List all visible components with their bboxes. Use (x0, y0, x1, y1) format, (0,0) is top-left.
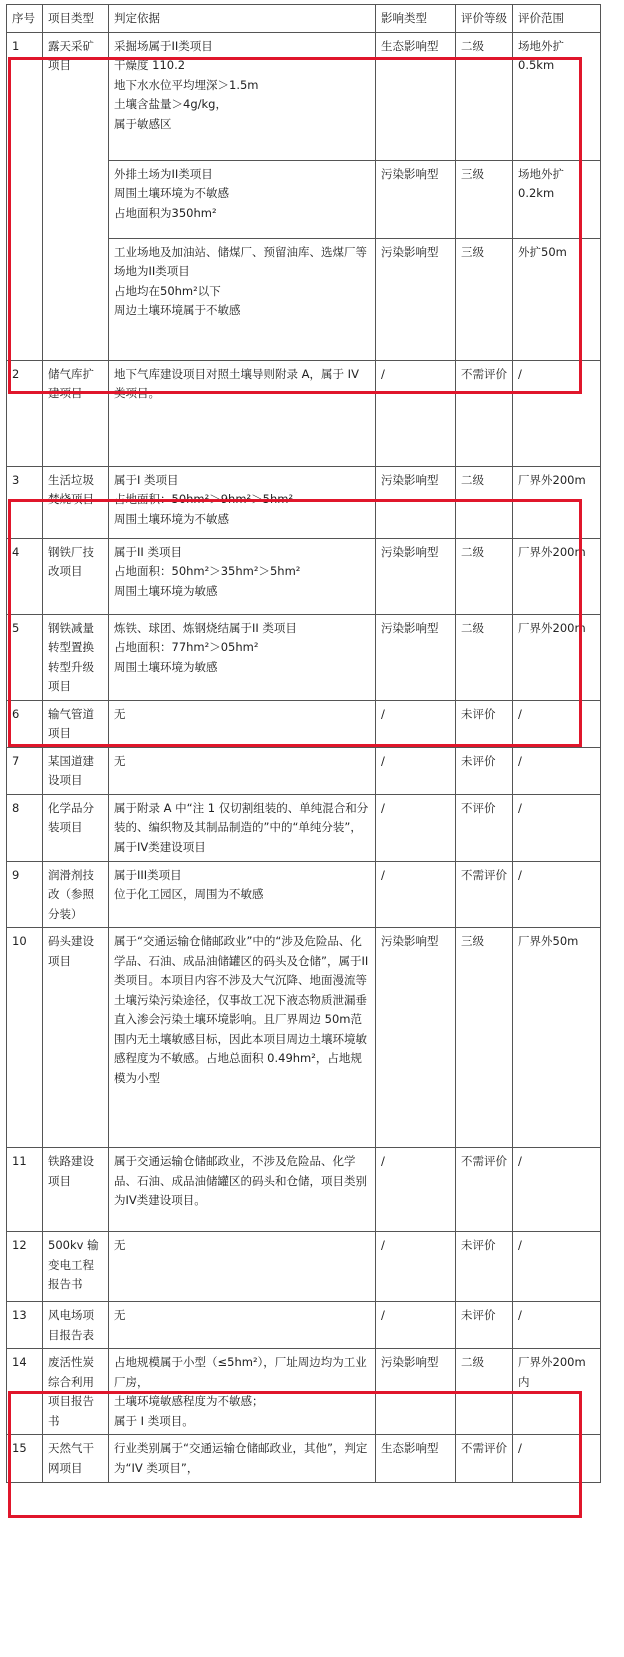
header-range: 评价范围 (513, 5, 601, 33)
basis-line: 属于交通运输仓储邮政业，不涉及危险品、化学品、石油、成品油储罐区的码头和仓储，项目类别为IV类建设项目。 (114, 1154, 367, 1208)
judgement-basis (109, 1349, 376, 1435)
assessment-level: 二级 (456, 614, 513, 700)
table-row (7, 32, 601, 160)
basis-line: 无 (114, 1308, 126, 1323)
table-row (7, 1148, 601, 1232)
basis-line: 占地规模属于小型（≤5hm²），厂址周边均为工业厂房， (114, 1355, 367, 1389)
judgement-basis (109, 794, 376, 861)
assessment-level: 不需评价 (456, 360, 513, 466)
project-type: 生活垃圾焚烧项目 (43, 466, 109, 538)
basis-line: 行业类别属于“交通运输仓储邮政业，其他”，判定为“IV 类项目”， (114, 1441, 368, 1476)
row-number: 11 (7, 1148, 43, 1232)
basis-line: 采掘场属于II类项目 (114, 38, 213, 53)
table-row (7, 1302, 601, 1349)
assessment-level: 不需评价 (456, 1148, 513, 1232)
judgement-basis (109, 238, 376, 360)
judgement-basis (109, 32, 376, 160)
assessment-level: 二级 (456, 466, 513, 538)
basis-line: 周围土壤环境为敏感 (114, 583, 218, 598)
basis-line: 无 (114, 706, 126, 721)
impact-type: 污染影响型 (376, 238, 456, 360)
basis-line: 属于附录 A 中“注 1 仅切割组装的、单纯混合和分装的、编织物及其制品制造的”中的“单纯分装”，属于IV类建设项目 (114, 800, 369, 855)
assessment-range: 厂界外200m (513, 466, 601, 538)
project-type: 钢铁减量转型置换转型升级项目 (43, 614, 109, 700)
row-number: 14 (7, 1349, 43, 1435)
judgement-basis (109, 928, 376, 1148)
judgement-basis (109, 1302, 376, 1349)
row-number: 5 (7, 614, 43, 700)
assessment-level: 三级 (456, 160, 513, 238)
assessment-range: / (513, 360, 601, 466)
header-basis: 判定依据 (109, 5, 376, 33)
basis-line: 炼铁、球团、炼钢烧结属于II 类项目 (114, 620, 297, 635)
assessment-level: 三级 (456, 238, 513, 360)
row-number: 7 (7, 747, 43, 794)
assessment-level: 未评价 (456, 747, 513, 794)
basis-line: 属于II 类项目 (114, 544, 182, 559)
basis-line: 无 (114, 753, 126, 768)
judgement-basis (109, 538, 376, 614)
row-number: 10 (7, 928, 43, 1148)
row-number: 15 (7, 1435, 43, 1482)
table-row (7, 1349, 601, 1435)
row-number: 9 (7, 861, 43, 928)
header-no: 序号 (7, 5, 43, 33)
assessment-range: / (513, 1232, 601, 1302)
project-type: 储气库扩建项目 (43, 360, 109, 466)
assessment-range: / (513, 794, 601, 861)
basis-line: 干燥度 110.2 (114, 58, 186, 73)
assessment-range: / (513, 700, 601, 747)
impact-type: / (376, 861, 456, 928)
assessment-range: 厂界外200m (513, 538, 601, 614)
table-row (7, 794, 601, 861)
assessment-range: 厂界外200m内 (513, 1349, 601, 1435)
assessment-level: 未评价 (456, 1302, 513, 1349)
basis-line: 地下气库建设项目对照土壤导则附录 A，属于 IV 类项目。 (114, 366, 359, 401)
assessment-range: 厂界外50m (513, 928, 601, 1148)
row-number: 13 (7, 1302, 43, 1349)
project-type: 钢铁厂技改项目 (43, 538, 109, 614)
basis-line: 属于I 类项目 (114, 472, 179, 487)
basis-line: 占地面积：77hm²＞05hm² (114, 640, 259, 655)
basis-line: 占地面积：50hm²＞35hm²＞5hm² (114, 564, 301, 579)
row-number: 4 (7, 538, 43, 614)
row-number: 12 (7, 1232, 43, 1302)
assessment-range: 厂界外200m (513, 614, 601, 700)
impact-type: / (376, 1302, 456, 1349)
assessment-level: 未评价 (456, 700, 513, 747)
basis-line: 土壤环境敏感程度为不敏感； (114, 1394, 264, 1409)
project-type: 化学品分装项目 (43, 794, 109, 861)
assessment-range: 外扩50m (513, 238, 601, 360)
impact-type: / (376, 1232, 456, 1302)
assessment-range: / (513, 1302, 601, 1349)
project-type: 润滑剂技改（参照分装） (43, 861, 109, 928)
table-row (7, 747, 601, 794)
basis-line: 占地面积：50hm²＞9hm²＞5hm² (114, 492, 294, 507)
basis-line: 周边土壤环境属于不敏感 (114, 303, 241, 318)
basis-line: 属于III类项目 (114, 867, 182, 882)
basis-line: 土壤含盐量＞4g/kg， (114, 97, 227, 112)
table-row (7, 360, 601, 466)
judgement-basis (109, 360, 376, 466)
row-number: 3 (7, 466, 43, 538)
impact-type: 污染影响型 (376, 614, 456, 700)
table-row (7, 861, 601, 928)
basis-line: 占地均在50hm²以下 (114, 283, 221, 298)
assessment-level: 二级 (456, 1349, 513, 1435)
judgement-basis (109, 861, 376, 928)
basis-line: 周围土壤环境为不敏感 (114, 186, 229, 201)
impact-type: / (376, 794, 456, 861)
assessment-level: 二级 (456, 32, 513, 160)
row-number: 8 (7, 794, 43, 861)
table-body (7, 32, 601, 1482)
judgement-basis (109, 700, 376, 747)
project-type: 500kv 输变电工程报告书 (43, 1232, 109, 1302)
judgement-basis (109, 1435, 376, 1482)
judgement-basis (109, 614, 376, 700)
header-level: 评价等级 (456, 5, 513, 33)
basis-line: 占地面积为350hm² (114, 205, 217, 220)
assessment-level: 不评价 (456, 794, 513, 861)
impact-type: / (376, 1148, 456, 1232)
assessment-level: 二级 (456, 538, 513, 614)
basis-line: 属于“交通运输仓储邮政业”中的“涉及危险品、化学品、石油、成品油储罐区的码头及仓储”，属于II类项目。本项目内容不涉及大气沉降、地面漫流等土壤污染污染途径，仅事故工况下液态物质泄漏垂直入渗会污染土壤环境影响。且厂界周边 50m范围内无土壤敏感目标，因此本项目周边土壤环境敏感程度为不敏感。占地总面积 0.49hm²，占地规模为小型 (114, 934, 369, 1086)
judgement-basis (109, 747, 376, 794)
assessment-range: / (513, 747, 601, 794)
header-type: 项目类型 (43, 5, 109, 33)
judgement-basis (109, 160, 376, 238)
assessment-level: 未评价 (456, 1232, 513, 1302)
project-type: 天然气干网项目 (43, 1435, 109, 1482)
impact-type: 污染影响型 (376, 160, 456, 238)
impact-type: 污染影响型 (376, 538, 456, 614)
assessment-range: 场地外扩0.2km (513, 160, 601, 238)
table-row (7, 614, 601, 700)
row-number: 6 (7, 700, 43, 747)
basis-line: 周围土壤环境为敏感 (114, 659, 218, 674)
basis-line: 属于 I 类项目。 (114, 1413, 194, 1428)
basis-line: 属于敏感区 (114, 116, 172, 131)
assessment-range: / (513, 1435, 601, 1482)
basis-line: 无 (114, 1238, 126, 1253)
impact-type: / (376, 360, 456, 466)
basis-line: 工业场地及加油站、储煤厂、预留油库、选煤厂等场地为II类项目 (114, 244, 367, 279)
project-type: 某国道建设项目 (43, 747, 109, 794)
assessment-range: 场地外扩0.5km (513, 32, 601, 160)
judgement-basis (109, 1148, 376, 1232)
table-row (7, 700, 601, 747)
row-number: 2 (7, 360, 43, 466)
basis-line: 周围土壤环境为不敏感 (114, 511, 229, 526)
table-row (7, 538, 601, 614)
impact-type: 生态影响型 (376, 1435, 456, 1482)
basis-line: 地下水水位平均埋深＞1.5m (114, 77, 259, 92)
table-header-row (7, 5, 601, 33)
table-row (7, 1232, 601, 1302)
impact-type: 污染影响型 (376, 1349, 456, 1435)
assessment-range: / (513, 1148, 601, 1232)
judgement-basis (109, 466, 376, 538)
judgement-basis (109, 1232, 376, 1302)
basis-line: 位于化工园区，周围为不敏感 (114, 887, 264, 902)
project-type: 露天采矿项目 (43, 32, 109, 360)
impact-type: 污染影响型 (376, 466, 456, 538)
row-number: 1 (7, 32, 43, 360)
header-impact: 影响类型 (376, 5, 456, 33)
basis-line: 外排土场为II类项目 (114, 166, 213, 181)
project-type: 码头建设项目 (43, 928, 109, 1148)
table-row (7, 466, 601, 538)
impact-type: 污染影响型 (376, 928, 456, 1148)
impact-type: 生态影响型 (376, 32, 456, 160)
impact-type: / (376, 700, 456, 747)
project-type: 输气管道项目 (43, 700, 109, 747)
table-row (7, 928, 601, 1148)
assessment-range: / (513, 861, 601, 928)
assessment-table (6, 4, 601, 1483)
project-type: 铁路建设项目 (43, 1148, 109, 1232)
table-row (7, 1435, 601, 1482)
impact-type: / (376, 747, 456, 794)
project-type: 风电场项目报告表 (43, 1302, 109, 1349)
assessment-level: 不需评价 (456, 1435, 513, 1482)
assessment-level: 三级 (456, 928, 513, 1148)
project-type: 废活性炭综合利用项目报告书 (43, 1349, 109, 1435)
assessment-level: 不需评价 (456, 861, 513, 928)
